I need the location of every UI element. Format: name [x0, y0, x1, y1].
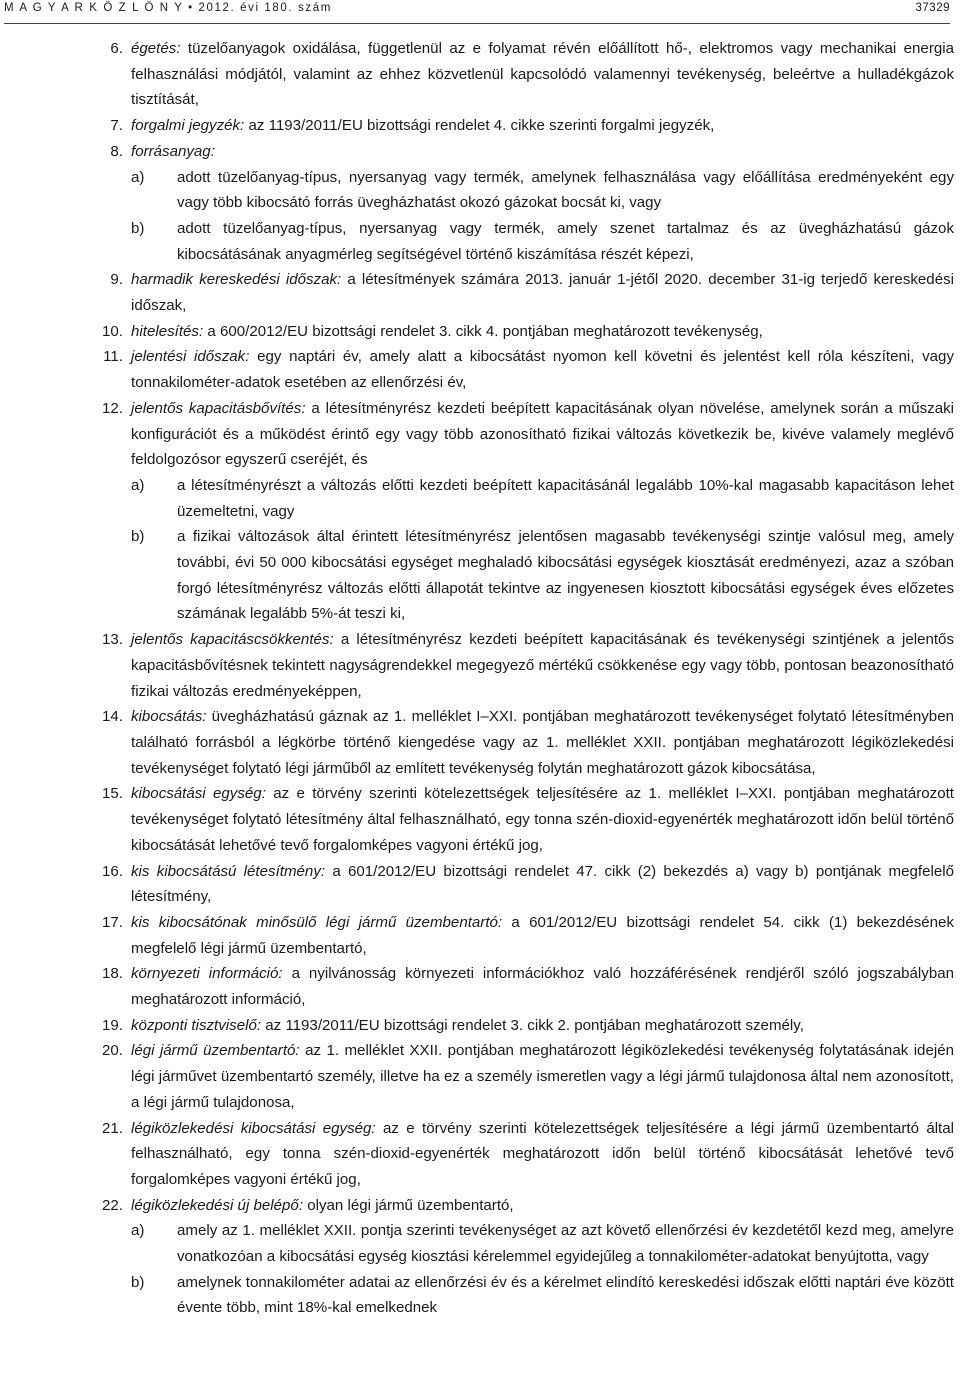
sub-item [0, 473, 960, 524]
list-item [0, 139, 960, 165]
sub-item [0, 216, 960, 267]
defined-term: légi jármű üzembentartó: [131, 1042, 300, 1060]
list-item [0, 1116, 960, 1193]
defined-term: kis kibocsátónak minősülő légi jármű üzembentartó: [131, 913, 503, 931]
list-item [0, 910, 960, 961]
page-number: 37329 [915, 2, 950, 14]
list-item [0, 781, 960, 858]
item-number: 21. [102, 1119, 123, 1137]
defined-term: hitelesítés: [131, 322, 204, 340]
item-number: 13. [102, 631, 123, 649]
list-item [0, 627, 960, 704]
item-number: 12. [102, 399, 123, 417]
defined-term: jelentési időszak: [131, 348, 250, 366]
sub-item-text: a létesítményrészt a változás előtti kezdeti beépített kapacitásánál legalább 10%-kal magasabb kapacitáson lehet üzemeltetni, vagy [177, 476, 954, 520]
item-number: 19. [102, 1016, 123, 1034]
definitions-list [0, 36, 960, 1321]
definition-text: az 1. melléklet XXII. pontjában meghatározott légiközlekedési tevékenység folytatásának idején légi járművet üzembentartó személy, illetve ha ez a személy ismeretlen vagy a légi jármű tulajdonosa által nem azonosított, a légi jármű tulajdonosa, [131, 1042, 954, 1111]
list-item [0, 344, 960, 395]
item-number: 18. [102, 965, 123, 983]
defined-term: kibocsátási egység: [131, 785, 266, 803]
definition-text: az 1193/2011/EU bizottsági rendelet 4. cikke szerinti forgalmi jegyzék, [244, 117, 715, 135]
item-number: 14. [102, 708, 123, 726]
defined-term: kibocsátás: [131, 708, 207, 726]
sub-item [0, 1218, 960, 1269]
definition-text: a létesítményrész kezdeti beépített kapacitásának olyan növelése, amelynek során a műszaki konfigurációt és a működést érintő egy vagy több azonosítható fizikai változás következik be, kivéve valamely meglévő feldolgozósor egyszerű cseréjét, és [131, 399, 954, 469]
list-item [0, 1013, 960, 1039]
item-number: 11. [103, 348, 123, 366]
sub-item [0, 1270, 960, 1321]
definition-text: az e törvény szerinti kötelezettségek teljesítésére a légi jármű üzembentartó által felhasználható, egy tonna szén-dioxid-egyenérték meghatározott időn belül történő kibocsátását lehetővé tevő forgalomképes vagyoni értékű jog, [131, 1119, 955, 1188]
item-number: 17. [102, 913, 123, 931]
defined-term: környezeti információ: [131, 965, 283, 983]
item-number: 22. [102, 1196, 123, 1214]
sub-item [0, 524, 960, 627]
list-item [0, 961, 960, 1012]
sub-item-letter: a) [131, 476, 145, 494]
item-number: 9. [110, 271, 123, 289]
sub-item-text: adott tüzelőanyag-típus, nyersanyag vagy termék, amely szenet tartalmaz és az üvegházhatású gázok kibocsátásának anyagmérleg segítségével történő kiszámítása részét képezi, [177, 219, 954, 263]
list-item [0, 319, 960, 345]
sub-item-text: a fizikai változások által érintett létesítményrész jelentősen magasabb tevékenységi szintje valósul meg, amely további, évi 50 000 kibocsátási egységet meghaladó kibocsátási egységek kiosztását eredményezi, azaz a szóban forgó létesítményrész változás előtti állapotát tekintve az ingyenesen kiosztott kibocsátási egységek éves előzetes számának legalább 5%-át teszi ki, [177, 528, 954, 623]
list-item [0, 1038, 960, 1115]
definition-text: a létesítmények számára 2013. január 1-jétől 2020. december 31-ig terjedő kereskedési időszak, [131, 271, 954, 315]
item-number: 16. [102, 862, 123, 880]
definition-text: a 600/2012/EU bizottsági rendelet 3. cikk 4. pontjában meghatározott tevékenység, [203, 322, 763, 340]
defined-term: forrásanyag: [131, 142, 215, 160]
sub-item-letter: b) [131, 219, 145, 237]
list-item [0, 704, 960, 781]
item-number: 8. [110, 142, 123, 160]
list-item [0, 1193, 960, 1219]
defined-term: kis kibocsátású létesítmény: [131, 862, 326, 880]
list-item [0, 396, 960, 473]
definition-text: a 601/2012/EU bizottsági rendelet 47. cikk (2) bekezdés a) vagy b) pontjának megfelelő létesítmény, [131, 862, 954, 906]
item-number: 20. [102, 1042, 123, 1060]
sub-item-letter: b) [131, 1273, 145, 1291]
definition-text: tüzelőanyagok oxidálása, függetlenül az e folyamat révén előállított hő-, elektromos vagy mechanikai energia felhasználási módjától, valamint az ehhez közvetlenül kapcsolódó valamennyi tevékenység, beleértve a hulladékgázok tisztítását, [131, 40, 954, 109]
item-number: 10. [102, 322, 123, 340]
sub-item [0, 165, 960, 216]
definition-text: egy naptári év, amely alatt a kibocsátást nyomon kell követni és jelentést kell róla készíteni, vagy tonnakilométer-adatok esetében az ellenőrzési év, [131, 348, 954, 392]
definition-text: olyan légi jármű üzembentartó, [303, 1196, 514, 1214]
definition-text: az e törvény szerinti kötelezettségek teljesítésére az 1. melléklet I–XXI. pontjában meghatározott tevékenységet folytató létesítmény által felhasználható, egy tonna szén-dioxid-egyenérték meghatározott időn belül történő kibocsátását lehetővé tevő forgalomképes vagyoni értékű jog, [131, 785, 954, 854]
sub-item-text: adott tüzelőanyag-típus, nyersanyag vagy termék, amelynek felhasználása vagy előállítása eredményeként egy vagy több kibocsátó forrás üvegházhatást okozó gázokat bocsát ki, vagy [177, 168, 954, 212]
definition-text: a létesítményrész kezdeti beépített kapacitásának és tevékenységi szintjének a jelentős kapacitásbővítésnek tekintett nagyságrendekkel megegyező mértékű csökkenése egy vagy több, pontosan beazonosítható fizikai változás eredményeképpen, [131, 631, 954, 700]
definition-text: üvegházhatású gáznak az 1. melléklet I–XXI. pontjában meghatározott tevékenységet folytató létesítményben található forrásból a légkörbe történő kiengedése vagy az 1. melléklet XXII. pontjában meghatározott légiközlekedési tevékenységet folytató légi járműből az említett tevékenység folytán meghatározott gázok kibocsátása, [131, 708, 954, 777]
list-item [0, 267, 960, 318]
running-header [4, 0, 950, 24]
item-number: 6. [110, 40, 123, 57]
sub-item-text: amely az 1. melléklet XXII. pontja szerinti tevékenységet az azt követő ellenőrzési év kezdetétől kezd meg, amelyre vonatkozóan a kibocsátási egység kiosztási kérelemmel egyidejűleg a tonnakilométer-adatokat benyújtotta, vagy [177, 1222, 954, 1266]
item-number: 15. [102, 785, 123, 803]
defined-term: központi tisztviselő: [131, 1016, 262, 1034]
defined-term: jelentős kapacitáscsökkentés: [131, 631, 334, 649]
sub-item-letter: b) [131, 528, 145, 546]
defined-term: égetés: [131, 40, 181, 57]
defined-term: légiközlekedési kibocsátási egység: [131, 1119, 376, 1137]
list-item [0, 36, 960, 113]
sub-item-text: amelynek tonnakilométer adatai az ellenőrzési év és a kérelmet elindító kereskedési időszak előtti naptári éve között évente több, mint 18%-kal emelkednek [177, 1273, 954, 1317]
list-item [0, 859, 960, 910]
publication-title: M A G Y A R K Ö Z L Ö N Y • 2012. évi 180. szám [4, 2, 332, 14]
defined-term: jelentős kapacitásbővítés: [131, 399, 306, 417]
definition-text: az 1193/2011/EU bizottsági rendelet 3. cikk 2. pontjában meghatározott személy, [261, 1016, 804, 1034]
definition-text: a 601/2012/EU bizottsági rendelet 54. cikk (1) bekezdésének megfelelő légi jármű üzembentartó, [131, 913, 954, 957]
item-number: 7. [110, 117, 123, 135]
sub-item-letter: a) [131, 168, 145, 186]
sub-item-letter: a) [131, 1222, 145, 1240]
list-item [0, 113, 960, 139]
defined-term: forgalmi jegyzék: [131, 117, 245, 135]
defined-term: légiközlekedési új belépő: [131, 1196, 304, 1214]
defined-term: harmadik kereskedési időszak: [131, 271, 342, 289]
definition-text: a nyilvánosság környezeti információkhoz való hozzáférésének rendjéről szóló jogszabályban meghatározott információ, [131, 965, 955, 1009]
